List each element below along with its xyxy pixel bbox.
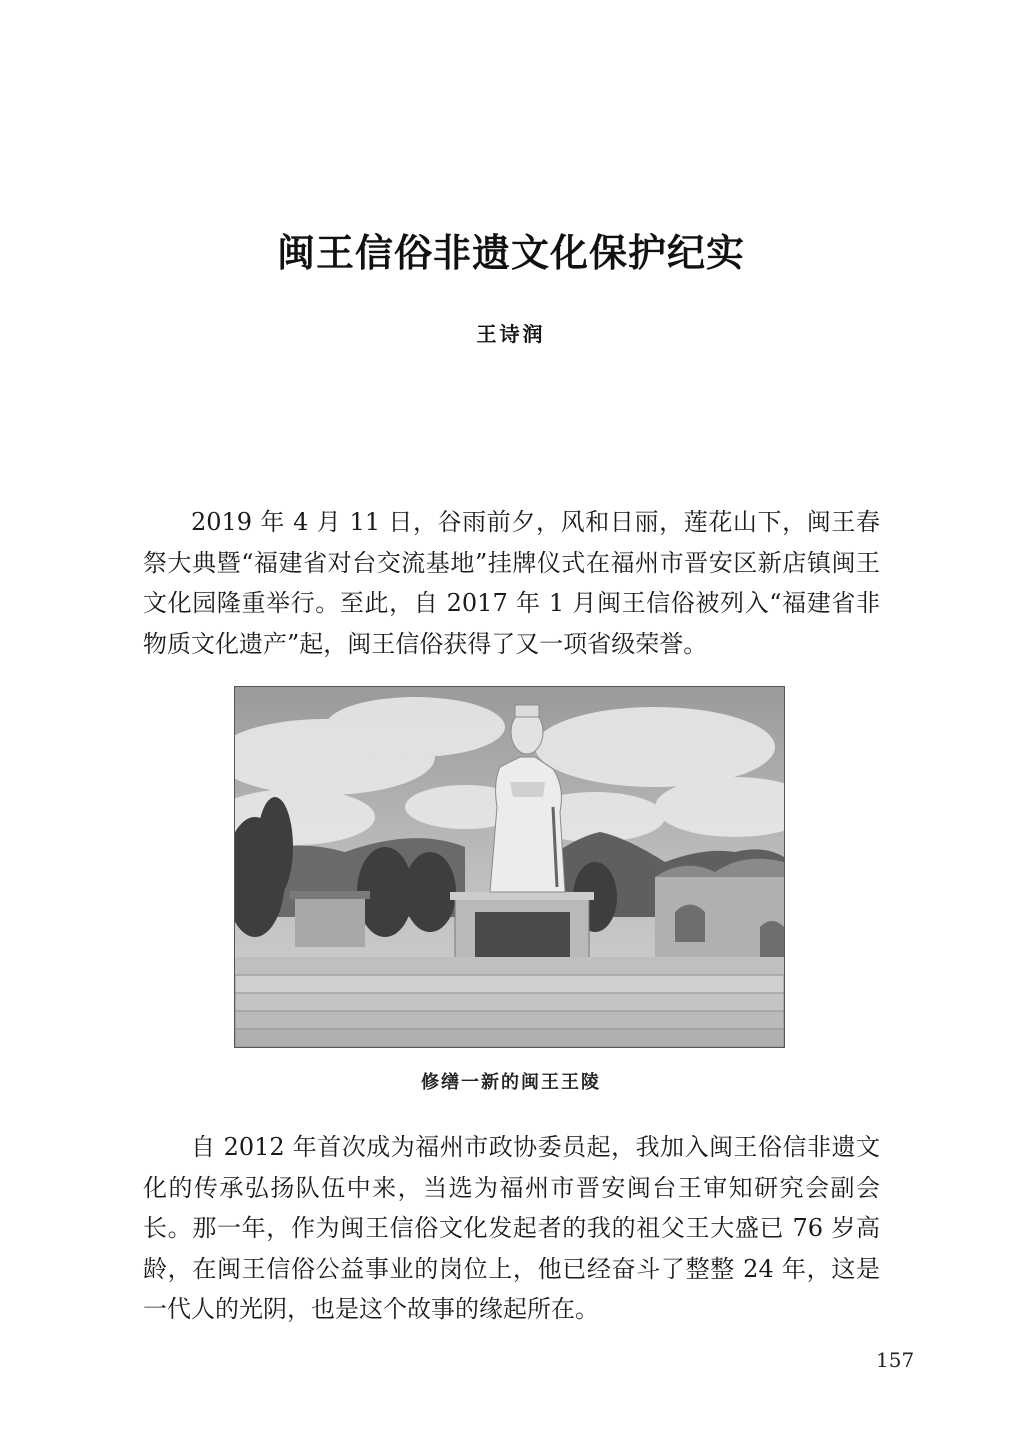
article-author: 王诗润 <box>476 322 546 346</box>
left-gate <box>290 891 370 947</box>
article-title: 闽王信俗非遗文化保护纪实 <box>276 231 745 275</box>
statue-photo-illustration <box>235 687 784 1047</box>
page-number: 157 <box>876 1348 915 1372</box>
body-paragraph-2: 自 2012 年首次成为福州市政协委员起，我加入闽王俗信非遗文化的传承弘扬队伍中来，当选为福州市晋安闽台王审知研究会副会长。那一年，作为闽王信俗文化发起者的我的祖父王大盛已 76 岁高龄，在闽王信俗公益事业的岗位上，他已经奋斗了整整 24 年，这是一代人的光阴，也是这个故事的缘起所在。 <box>143 1133 880 1323</box>
body-paragraph-1: 2019 年 4 月 11 日，谷雨前夕，风和日丽，莲花山下，闽王春祭大典暨“福建省对台交流基地”挂牌仪式在福州市晋安区新店镇闽王文化园隆重举行。至此，自 2017 年 1 月闽王信俗被列入“福建省非物质文化遗产”起，闽王信俗获得了又一项省级荣誉。 <box>143 508 880 658</box>
steps <box>235 975 784 1047</box>
statue-photo <box>234 686 785 1048</box>
right-wall <box>655 859 784 962</box>
figure-caption: 修缮一新的闽王王陵 <box>421 1072 601 1093</box>
ground <box>235 957 784 977</box>
